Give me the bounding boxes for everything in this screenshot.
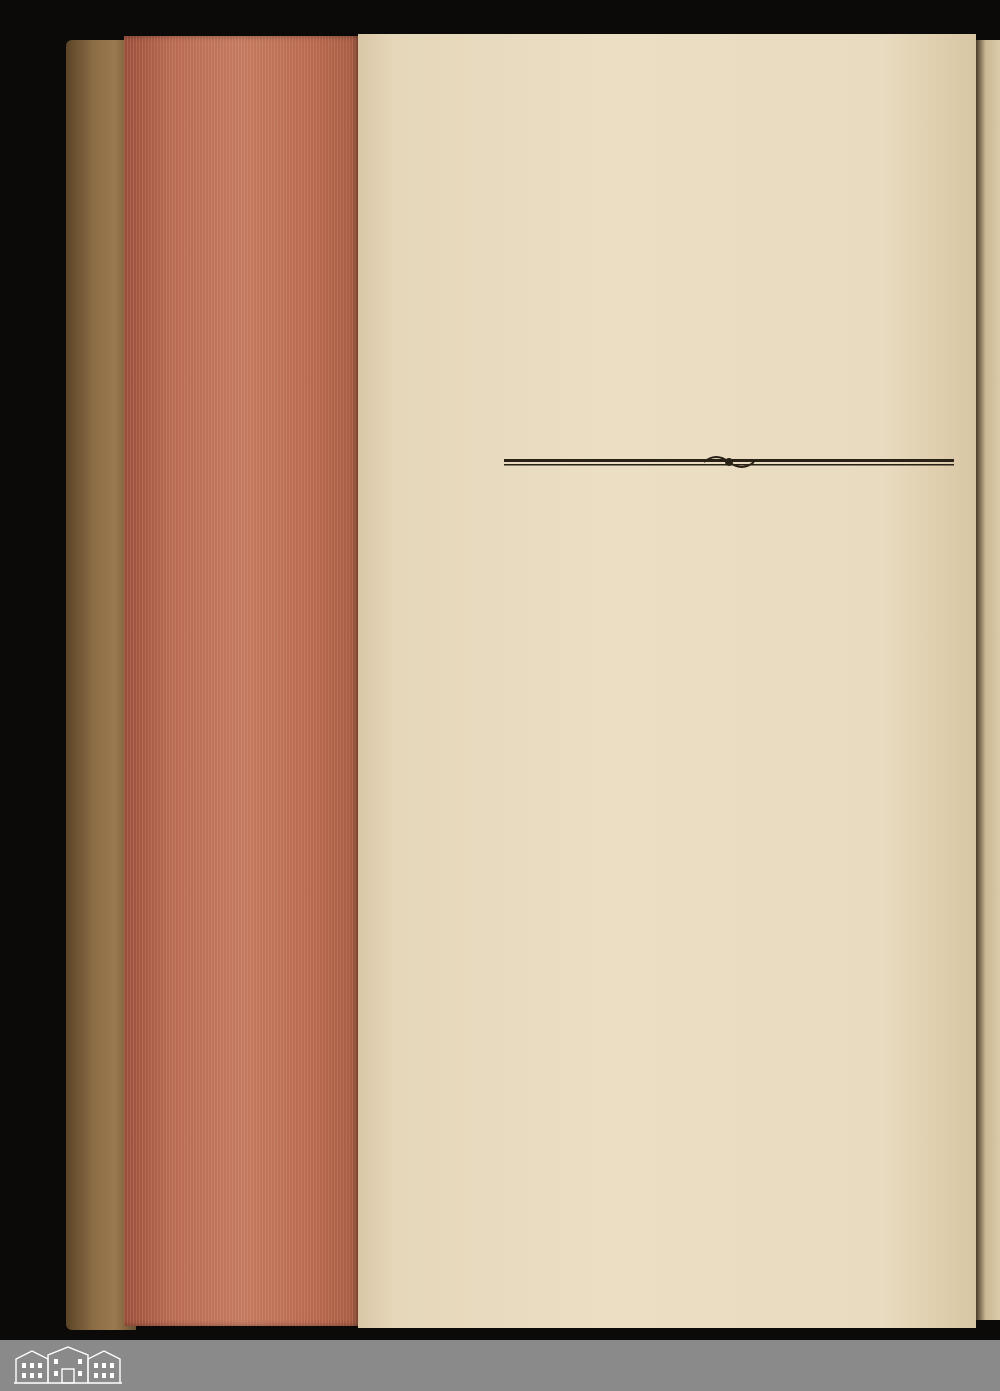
next-page-edge: [976, 40, 1000, 1320]
library-building-icon[interactable]: [12, 1345, 124, 1385]
running-header: [508, 126, 963, 154]
book-page: [358, 34, 976, 1328]
ornament-divider: [504, 454, 954, 470]
page-fore-edge: [124, 36, 360, 1326]
footer-bar: [0, 1340, 1000, 1391]
